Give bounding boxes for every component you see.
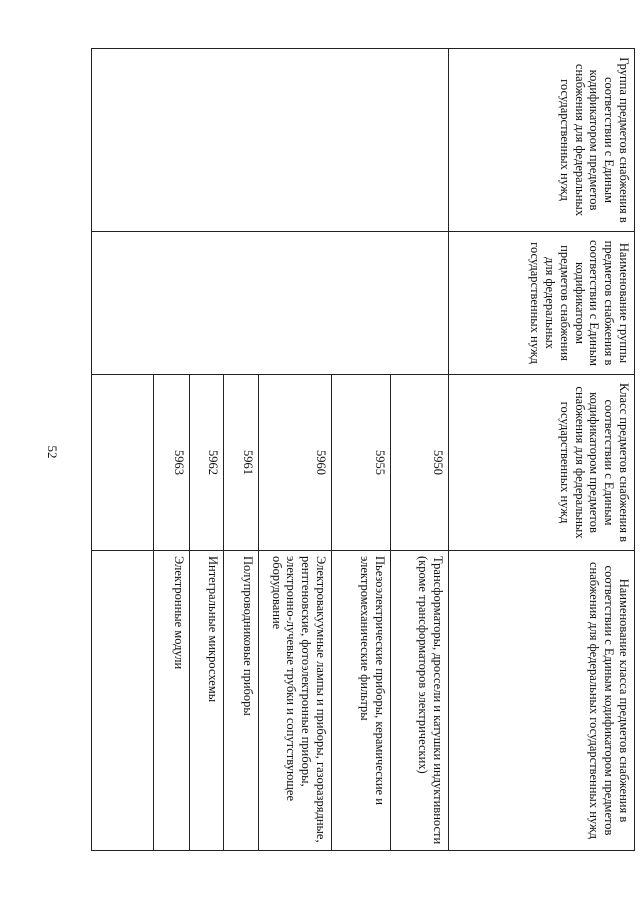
class-code: 5950 — [391, 375, 449, 551]
header-class-name: Наименование класса предметов снабжения в соответствии с Единым кодификатором предметов снабжения для федеральных государственных нужд — [449, 551, 635, 851]
class-name: Полупроводниковые приборы — [224, 551, 259, 851]
class-name: Пьезоэлектрические приборы, керамические и электромеханические фильтры — [332, 551, 391, 851]
header-group-name: Наименование группы предметов снабжения в соответствии с Единым кодификатором предметов снабжения для федеральных государственных нужд — [449, 232, 635, 375]
table-header-row — [449, 49, 635, 851]
class-code: 5960 — [259, 375, 332, 551]
table-row — [391, 49, 449, 851]
page-number: 52 — [45, 445, 60, 459]
class-name: Электровакуумные лампы и приборы, газоразрядные, рентгеновские, фотоэлектронные приборы, электронно-лучевые трубки и сопутствующее оборудование — [259, 551, 332, 851]
header-class: Класс предметов снабжения в соответствии с Единым кодификатором предметов снабжения для федеральных государственных нужд — [449, 375, 635, 551]
class-code: 5963 — [154, 375, 190, 551]
class-name: Трансформаторы, дроссели и катушки индуктивности (кроме трансформаторов электрических) — [391, 551, 449, 851]
class-name: Интегральные микросхемы — [190, 551, 224, 851]
class-code: 5955 — [332, 375, 391, 551]
class-code: 5961 — [224, 375, 259, 551]
group-name-cell — [92, 232, 449, 375]
class-code: 5962 — [190, 375, 224, 551]
group-cell — [92, 49, 449, 232]
empty-cell — [92, 551, 154, 851]
empty-cell — [92, 375, 154, 551]
supply-classes-table — [91, 48, 635, 851]
rotated-table-container — [92, 48, 635, 850]
header-group: Группа предметов снабжения в соответствии с Единым кодификатором предметов снабжения для федеральных государственных нужд — [449, 49, 635, 232]
class-name: Электронные модули — [154, 551, 190, 851]
